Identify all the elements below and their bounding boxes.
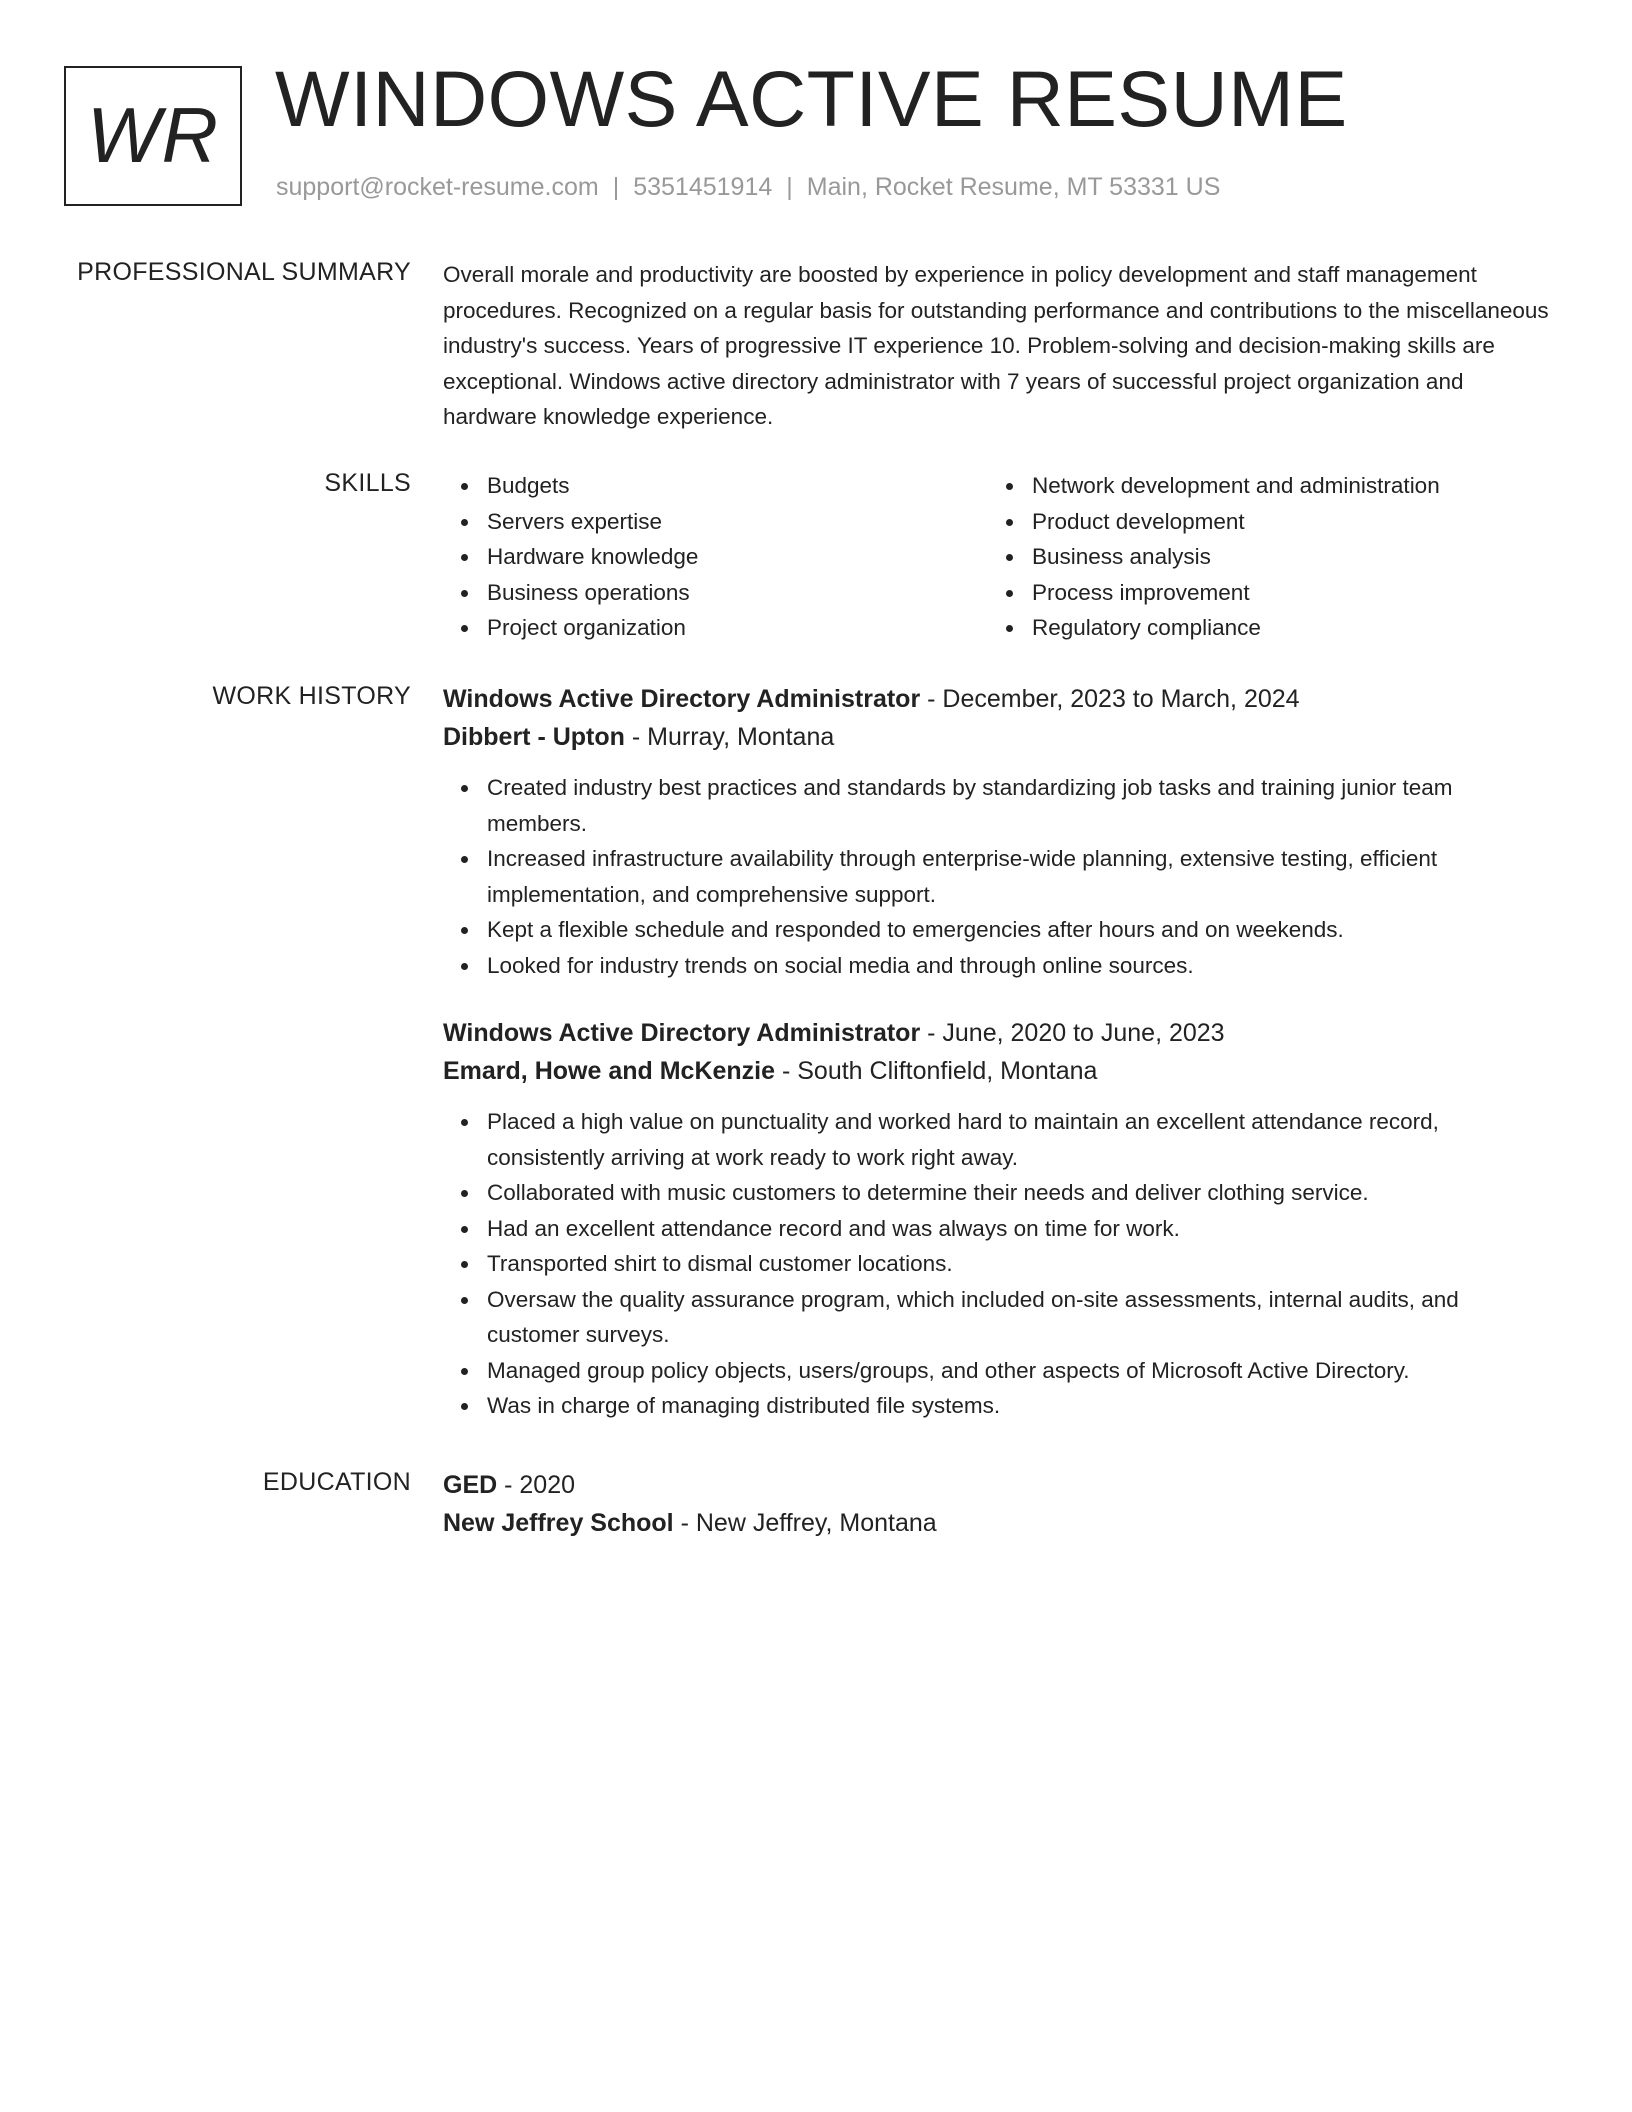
- job-title-line: [443, 1014, 1553, 1052]
- skill-item: Business operations: [487, 575, 987, 611]
- job-duty: Managed group policy objects, users/groups, and other aspects of Microsoft Active Directory.: [487, 1353, 1557, 1389]
- monogram-box: [64, 66, 242, 206]
- job-duty: Had an excellent attendance record and was always on time for work.: [487, 1211, 1557, 1247]
- skills-body: [443, 468, 1553, 646]
- section-heading: SKILLS: [324, 469, 411, 497]
- summary-body: [443, 257, 1553, 435]
- skills-columns: [443, 468, 1553, 646]
- candidate-name: WINDOWS ACTIVE RESUME: [275, 54, 1348, 143]
- job-dates: - December, 2023 to March, 2024: [920, 685, 1300, 713]
- skills-list-right: [987, 468, 1440, 646]
- job-duty: Was in charge of managing distributed file systems.: [487, 1388, 1557, 1424]
- contact-separator: |: [612, 173, 620, 201]
- skill-item: Servers expertise: [487, 504, 987, 540]
- summary-text: Overall morale and productivity are boosted by experience in policy development and staff management procedures. Recognized on a regular basis for outstanding performance and contributions to the miscellaneous industry's success. Years of progressive IT experience 10. Problem-solving and decision-making skills are exceptional. Windows active directory administrator with 7 years of successful project organization and hardware knowledge experience.: [443, 262, 1549, 429]
- section-heading: EDUCATION: [262, 1468, 411, 1496]
- skill-item: Process improvement: [1032, 575, 1440, 611]
- skill-item: Business analysis: [1032, 539, 1440, 575]
- education-body: [443, 1466, 1553, 1542]
- job-dates: - June, 2020 to June, 2023: [920, 1019, 1225, 1047]
- job-duty: Created industry best practices and standards by standardizing job tasks and training junior team members.: [487, 770, 1557, 841]
- graduation-year: - 2020: [497, 1471, 576, 1499]
- job-duty: Increased infrastructure availability through enterprise-wide planning, extensive testing, efficient implementation, and comprehensive support.: [487, 841, 1557, 912]
- job-duty: Oversaw the quality assurance program, which included on-site assessments, internal audits, and customer surveys.: [487, 1282, 1557, 1353]
- degree: GED: [443, 1471, 498, 1499]
- employer-name: Emard, Howe and McKenzie: [443, 1057, 776, 1085]
- section-heading: WORK HISTORY: [212, 682, 411, 710]
- job-entry: [443, 680, 1553, 983]
- skills-list-left: [443, 468, 987, 646]
- skill-item: Product development: [1032, 504, 1440, 540]
- employer-location: - South Cliftonfield, Montana: [775, 1057, 1098, 1085]
- skill-item: Hardware knowledge: [487, 539, 987, 575]
- job-title-line: [443, 680, 1553, 718]
- job-duties-list: [443, 1104, 1557, 1424]
- skill-item: Budgets: [487, 468, 987, 504]
- degree-line: [443, 1466, 1553, 1504]
- contact-email[interactable]: support@rocket-resume.com: [276, 173, 599, 201]
- school-line: [443, 1504, 1553, 1542]
- job-duty: Placed a high value on punctuality and worked hard to maintain an excellent attendance record, consistently arriving at work ready to work right away.: [487, 1104, 1557, 1175]
- employer-location: - Murray, Montana: [624, 723, 835, 751]
- job-duties-list: [443, 770, 1557, 983]
- skill-item: Project organization: [487, 610, 987, 646]
- employer-line: [443, 1052, 1553, 1090]
- employer-line: [443, 718, 1553, 756]
- school-name: New Jeffrey School: [443, 1509, 674, 1537]
- job-duty: Transported shirt to dismal customer locations.: [487, 1246, 1557, 1282]
- contact-address: Main, Rocket Resume, MT 53331 US: [806, 173, 1221, 201]
- job-title: Windows Active Directory Administrator: [443, 685, 921, 713]
- contact-phone[interactable]: 5351451914: [633, 173, 773, 201]
- section-heading: PROFESSIONAL SUMMARY: [77, 258, 411, 286]
- job-entry: [443, 1014, 1553, 1424]
- school-location: - New Jeffrey, Montana: [673, 1509, 937, 1537]
- contact-line: [276, 172, 1220, 202]
- employer-name: Dibbert - Upton: [443, 723, 625, 751]
- job-duty: Looked for industry trends on social media and through online sources.: [487, 948, 1557, 984]
- job-title: Windows Active Directory Administrator: [443, 1019, 921, 1047]
- work-history-body: [443, 680, 1553, 1424]
- contact-separator: |: [786, 173, 793, 201]
- skill-item: Network development and administration: [1032, 468, 1440, 504]
- monogram-initials: WR: [87, 90, 219, 179]
- skill-item: Regulatory compliance: [1032, 610, 1440, 646]
- job-duty: Kept a flexible schedule and responded to emergencies after hours and on weekends.: [487, 912, 1557, 948]
- job-duty: Collaborated with music customers to determine their needs and deliver clothing service.: [487, 1175, 1557, 1211]
